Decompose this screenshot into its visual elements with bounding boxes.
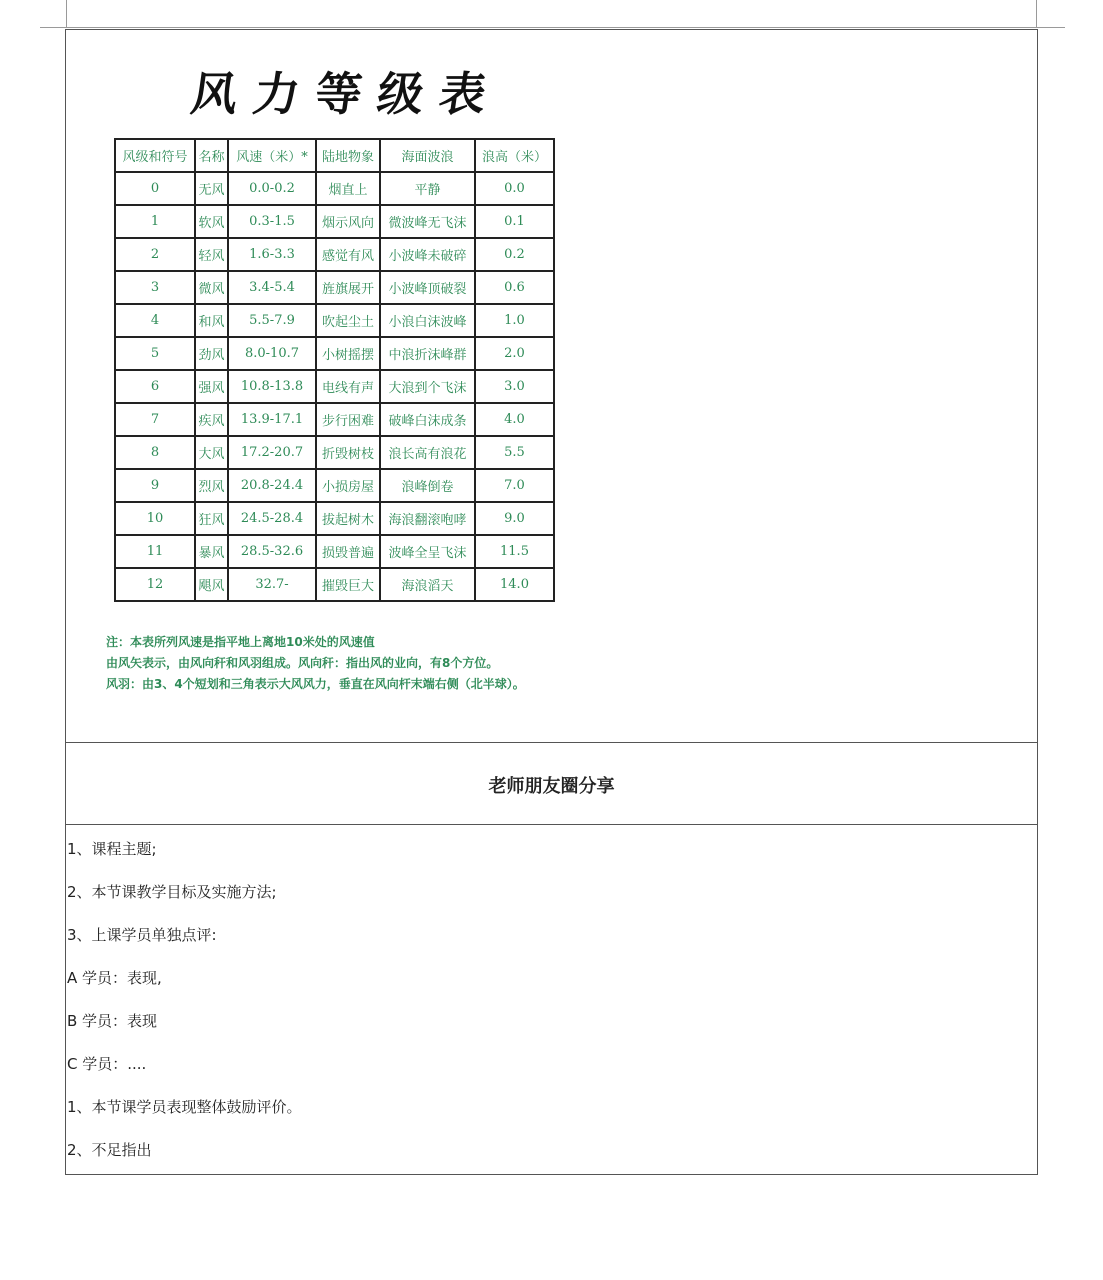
table-row [115, 403, 554, 436]
cell-name: 劲风 [195, 337, 228, 370]
cell-sea: 小波峰未破碎 [380, 238, 475, 271]
cell-speed: 1.6-3.3 [228, 238, 316, 271]
cell-land: 小损房屋 [316, 469, 380, 502]
table-row [115, 205, 554, 238]
cell-name: 疾风 [195, 403, 228, 436]
header-sea: 海面波浪 [380, 139, 475, 172]
share-header-section [66, 742, 1037, 825]
cell-sea: 微波峰无飞沫 [380, 205, 475, 238]
cell-land: 烟直上 [316, 172, 380, 205]
cell-wave-height: 3.0 [475, 370, 554, 403]
cell-level: 3 [115, 271, 195, 304]
cell-wave-height: 11.5 [475, 535, 554, 568]
cell-level: 9 [115, 469, 195, 502]
wind-scale-table [114, 138, 555, 602]
wind-scale-section [66, 30, 1037, 743]
cell-sea: 小波峰顶破裂 [380, 271, 475, 304]
header-wave-height: 浪高（米） [475, 139, 554, 172]
cell-level: 1 [115, 205, 195, 238]
cell-level: 11 [115, 535, 195, 568]
cell-name: 大风 [195, 436, 228, 469]
cell-speed: 32.7- [228, 568, 316, 601]
table-row [115, 469, 554, 502]
cell-speed: 3.4-5.4 [228, 271, 316, 304]
header-speed: 风速（米）* [228, 139, 316, 172]
header-level: 风级和符号 [115, 139, 195, 172]
cell-sea: 平静 [380, 172, 475, 205]
cell-wave-height: 0.6 [475, 271, 554, 304]
cell-sea: 浪长高有浪花 [380, 436, 475, 469]
note-line: 由风矢表示，由风向秆和风羽组成。风向秆：指出风的业向，有8个方位。 [106, 656, 499, 670]
share-line-topic: 1、课程主题; [67, 840, 157, 858]
table-header-row [115, 139, 554, 172]
cell-level: 5 [115, 337, 195, 370]
cell-land: 损毁普遍 [316, 535, 380, 568]
cell-sea: 小浪白沫波峰 [380, 304, 475, 337]
share-line-student-c: C 学员：.... [67, 1055, 147, 1073]
cell-level: 6 [115, 370, 195, 403]
cell-sea: 中浪折沫峰群 [380, 337, 475, 370]
cell-wave-height: 7.0 [475, 469, 554, 502]
cell-level: 7 [115, 403, 195, 436]
cell-level: 8 [115, 436, 195, 469]
cell-name: 暴风 [195, 535, 228, 568]
note-line: 注：本表所列风速是指平地上离地10米处的风速值 [106, 635, 375, 649]
table-row [115, 271, 554, 304]
cell-speed: 8.0-10.7 [228, 337, 316, 370]
cell-name: 和风 [195, 304, 228, 337]
cell-level: 0 [115, 172, 195, 205]
cell-level: 10 [115, 502, 195, 535]
table-row [115, 337, 554, 370]
cell-land: 拔起树木 [316, 502, 380, 535]
cell-wave-height: 0.0 [475, 172, 554, 205]
cell-name: 飓风 [195, 568, 228, 601]
cell-speed: 28.5-32.6 [228, 535, 316, 568]
crop-mark-left [66, 0, 67, 28]
cell-level: 2 [115, 238, 195, 271]
cell-land: 旌旗展开 [316, 271, 380, 304]
cell-wave-height: 1.0 [475, 304, 554, 337]
cell-speed: 0.3-1.5 [228, 205, 316, 238]
cell-speed: 5.5-7.9 [228, 304, 316, 337]
cell-name: 烈风 [195, 469, 228, 502]
crop-mark-top [40, 27, 1065, 28]
table-row [115, 535, 554, 568]
cell-land: 折毁树枝 [316, 436, 380, 469]
cell-wave-height: 0.1 [475, 205, 554, 238]
wind-scale-title: 风力等级表 [187, 67, 506, 121]
table-row [115, 502, 554, 535]
cell-speed: 10.8-13.8 [228, 370, 316, 403]
cell-land: 电线有声 [316, 370, 380, 403]
table-row [115, 172, 554, 205]
cell-sea: 浪峰倒卷 [380, 469, 475, 502]
table-row [115, 370, 554, 403]
cell-wave-height: 2.0 [475, 337, 554, 370]
cell-wave-height: 0.2 [475, 238, 554, 271]
header-name: 名称 [195, 139, 228, 172]
table-row [115, 436, 554, 469]
cell-speed: 13.9-17.1 [228, 403, 316, 436]
cell-level: 4 [115, 304, 195, 337]
table-row [115, 568, 554, 601]
cell-sea: 波峰全呈飞沫 [380, 535, 475, 568]
cell-speed: 24.5-28.4 [228, 502, 316, 535]
share-line-shortcomings: 2、不足指出 [67, 1141, 152, 1159]
cell-land: 步行困难 [316, 403, 380, 436]
cell-speed: 0.0-0.2 [228, 172, 316, 205]
cell-land: 感觉有风 [316, 238, 380, 271]
note-line: 风羽：由3、4个短划和三角表示大风风力，垂直在风向杆末端右侧（北半球）。 [106, 677, 525, 691]
cell-speed: 17.2-20.7 [228, 436, 316, 469]
share-line-student-a: A 学员：表现, [67, 969, 162, 987]
cell-name: 轻风 [195, 238, 228, 271]
header-land: 陆地物象 [316, 139, 380, 172]
cell-sea: 大浪到个飞沫 [380, 370, 475, 403]
table-row [115, 304, 554, 337]
cell-sea: 海浪翻滚咆哮 [380, 502, 475, 535]
cell-land: 烟示风向 [316, 205, 380, 238]
cell-land: 吹起尘土 [316, 304, 380, 337]
document-frame [65, 29, 1038, 1175]
share-line-review: 3、上课学员单独点评: [67, 926, 217, 944]
share-line-overall: 1、本节课学员表现整体鼓励评价。 [67, 1098, 302, 1116]
share-section-title: 老师朋友圈分享 [488, 776, 615, 797]
cell-wave-height: 14.0 [475, 568, 554, 601]
cell-land: 小树摇摆 [316, 337, 380, 370]
table-row [115, 238, 554, 271]
cell-name: 软风 [195, 205, 228, 238]
share-line-student-b: B 学员：表现 [67, 1012, 158, 1030]
cell-wave-height: 4.0 [475, 403, 554, 436]
crop-mark-right [1036, 0, 1037, 28]
cell-wave-height: 5.5 [475, 436, 554, 469]
cell-speed: 20.8-24.4 [228, 469, 316, 502]
cell-name: 强风 [195, 370, 228, 403]
cell-sea: 海浪滔天 [380, 568, 475, 601]
cell-wave-height: 9.0 [475, 502, 554, 535]
cell-sea: 破峰白沫成条 [380, 403, 475, 436]
cell-name: 狂风 [195, 502, 228, 535]
share-line-goals: 2、本节课教学目标及实施方法; [67, 883, 277, 901]
table-notes [106, 632, 525, 695]
cell-name: 微风 [195, 271, 228, 304]
cell-name: 无风 [195, 172, 228, 205]
cell-land: 摧毁巨大 [316, 568, 380, 601]
cell-level: 12 [115, 568, 195, 601]
